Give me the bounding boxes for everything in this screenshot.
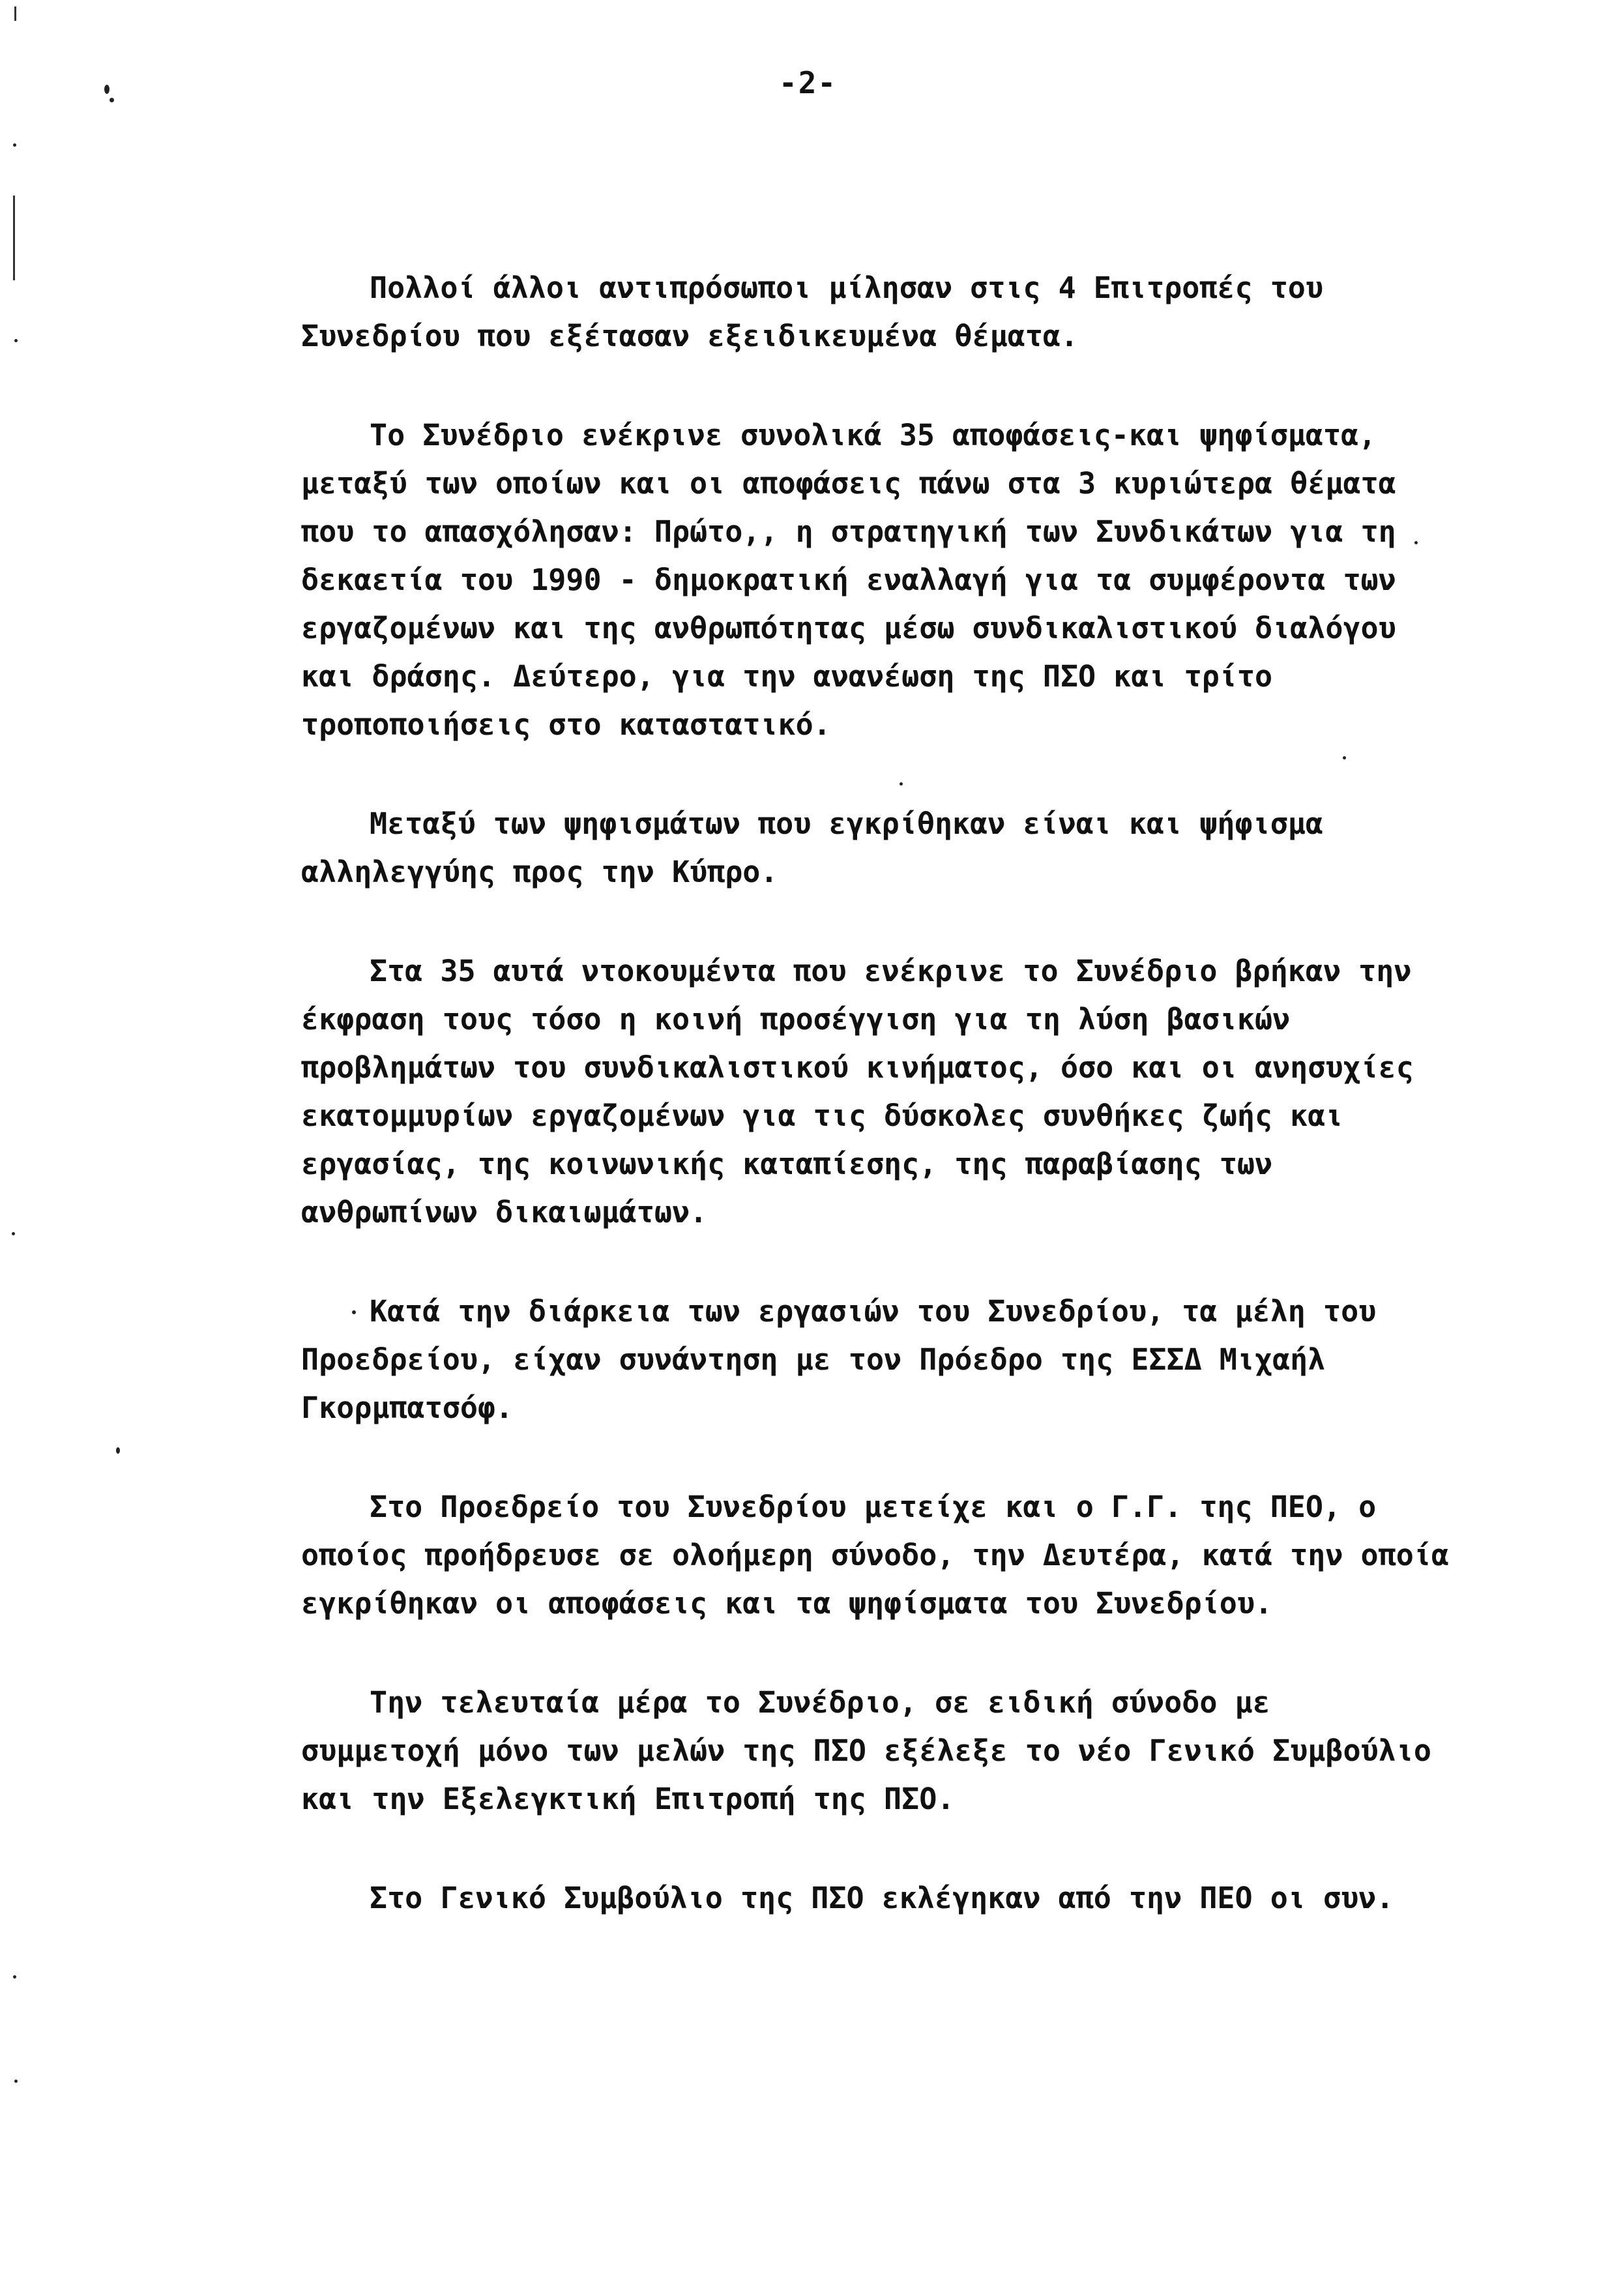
scan-speck bbox=[352, 1310, 356, 1314]
text-line: και δράσης. Δεύτερο, για την ανανέωση της ΠΣΟ και τρίτο bbox=[301, 659, 1273, 694]
paragraph-6 bbox=[301, 1483, 1449, 1628]
text-line: Κατά την διάρκεια των εργασιών του Συνεδρίου, τα μέλη του bbox=[370, 1294, 1377, 1329]
paragraph-2 bbox=[301, 411, 1409, 749]
scan-speck bbox=[900, 782, 903, 786]
text-line: Γκορμπατσόφ. bbox=[301, 1391, 514, 1425]
text-line: Στο Προεδρείο του Συνεδρίου μετείχε και ο Γ.Γ. της ΠΕΟ, ο bbox=[370, 1490, 1377, 1524]
scan-speck bbox=[13, 143, 16, 147]
text-line: εργασίας, της κοινωνικής καταπίεσης, της παραβίασης των bbox=[301, 1147, 1273, 1181]
text-line: Την τελευταία μέρα το Συνέδριο, σε ειδική σύνοδο με bbox=[370, 1685, 1270, 1720]
text-line: εκατομμυρίων εργαζομένων για τις δύσκολες συνθήκες ζωής και bbox=[301, 1098, 1343, 1133]
text-line: Στα 35 αυτά ντοκουμέντα που ενέκρινε το Συνέδριο βρήκαν την bbox=[370, 954, 1412, 988]
scan-speck bbox=[14, 339, 18, 342]
paragraph-1 bbox=[301, 264, 1409, 361]
scan-mark bbox=[14, 7, 16, 21]
text-line: Συνεδρίου που εξέτασαν εξειδικευμένα θέματα. bbox=[301, 319, 1079, 353]
text-line: Το Συνέδριο ενέκρινε συνολικά 35 αποφάσεις-και ψηφίσματα, bbox=[370, 418, 1377, 452]
text-line: εγκρίθηκαν οι αποφάσεις και τα ψηφίσματα του Συνεδρίου. bbox=[301, 1586, 1273, 1621]
paragraph-5 bbox=[301, 1288, 1409, 1432]
scan-mark bbox=[13, 196, 15, 280]
text-line: μεταξύ των οποίων και οι αποφάσεις πάνω στα 3 κυριώτερα θέματα bbox=[301, 466, 1396, 501]
scan-speck bbox=[12, 1232, 15, 1235]
text-line: αλληλεγγύης προς την Κύπρο. bbox=[301, 855, 778, 889]
scan-speck bbox=[14, 2080, 18, 2083]
scan-speck bbox=[104, 85, 110, 94]
text-line: Προεδρείου, είχαν συνάντηση με τον Πρόεδρο της ΕΣΣΔ Μιχαήλ bbox=[301, 1342, 1326, 1377]
page-number: -2- bbox=[779, 65, 838, 100]
text-line: και την Εξελεγκτική Επιτροπή της ΠΣΟ. bbox=[301, 1782, 955, 1816]
paragraph-7 bbox=[301, 1679, 1431, 1823]
text-line: Μεταξύ των ψηφισμάτων που εγκρίθηκαν είναι και ψήφισμα bbox=[370, 806, 1323, 841]
text-line: τροποποιήσεις στο καταστατικό. bbox=[301, 707, 831, 742]
text-line: οποίος προήδρευσε σε ολοήμερη σύνοδο, την Δευτέρα, κατά την οποία bbox=[301, 1538, 1449, 1572]
document-body bbox=[301, 264, 1449, 1973]
text-line: Πολλοί άλλοι αντιπρόσωποι μίλησαν στις 4 Επιτροπές του bbox=[370, 271, 1323, 305]
text-line: που το απασχόλησαν: Πρώτο,, η στρατηγική των Συνδικάτων για τη bbox=[301, 514, 1396, 549]
text-line: Στο Γενικό Συμβούλιο της ΠΣΟ εκλέγηκαν από την ΠΕΟ οι συν. bbox=[370, 1881, 1394, 1915]
text-line: δεκαετία του 1990 - δημοκρατική εναλλαγή για τα συμφέροντα των bbox=[301, 563, 1396, 597]
scan-speck bbox=[110, 98, 114, 102]
text-line: συμμετοχή μόνο των μελών της ΠΣΟ εξέλεξε το νέο Γενικό Συμβούλιο bbox=[301, 1733, 1431, 1768]
text-line: εργαζομένων και της ανθρωπότητας μέσω συνδικαλιστικού διαλόγου bbox=[301, 611, 1396, 645]
paragraph-3 bbox=[301, 800, 1409, 896]
paragraph-4 bbox=[301, 947, 1414, 1237]
text-line: έκφραση τους τόσο η κοινή προσέγγιση για τη λύση βασικών bbox=[301, 1002, 1291, 1037]
scan-speck bbox=[1414, 541, 1418, 544]
scan-speck bbox=[13, 1975, 16, 1979]
scan-speck bbox=[1343, 756, 1346, 759]
paragraph-8 bbox=[301, 1874, 1409, 1922]
text-line: ανθρωπίνων δικαιωμάτων. bbox=[301, 1195, 708, 1229]
text-line: προβλημάτων του συνδικαλιστικού κινήματος, όσο και οι ανησυχίες bbox=[301, 1050, 1414, 1085]
scan-speck bbox=[116, 1447, 120, 1454]
